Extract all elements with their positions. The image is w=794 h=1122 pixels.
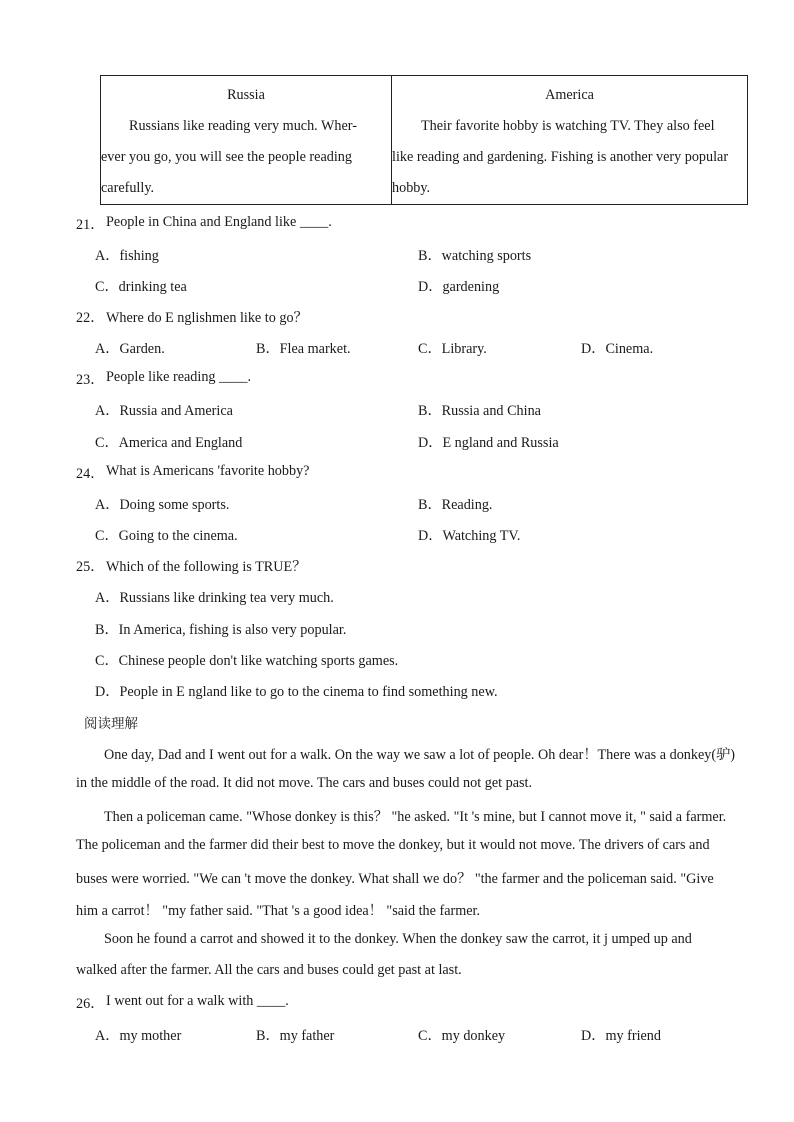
question-number: 21． [76,217,105,233]
option-d[interactable]: D．E ngland and Russia [418,435,559,451]
option-b[interactable]: B．my father [256,1028,335,1044]
option-b[interactable]: B．watching sports [418,248,532,264]
question-stem: People like reading ____. [106,369,251,385]
option-b[interactable]: B．In America, fishing is also very popular. [95,622,347,638]
option-a[interactable]: A．my mother [95,1028,182,1044]
russia-cell [101,76,392,205]
russia-line-1: Russians like reading very much. Wher- [129,118,357,134]
option-d[interactable]: D．Cinema. [581,341,654,357]
option-d[interactable]: D．People in E ngland like to go to the cinema to find something new. [95,684,498,700]
russia-line-2: ever you go, you will see the people reading [101,149,352,165]
passage-line: The policeman and the farmer did their best to move the donkey, but it would not move. The drivers of cars and [76,837,710,853]
america-title: America [545,87,594,103]
question-stem: Which of the following is TRUE？ [106,559,307,575]
option-a[interactable]: A．Garden. [95,341,165,357]
option-a[interactable]: A．Doing some sports. [95,497,230,513]
option-b[interactable]: B．Reading. [418,497,493,513]
option-c[interactable]: C．Library. [418,341,487,357]
question-number: 22． [76,310,105,326]
passage-line: Then a policeman came. "Whose donkey is this？ "he asked. "It 's mine, but I cannot move it, " said a farmer. [104,809,727,825]
passage-line: Soon he found a carrot and showed it to the donkey. When the donkey saw the carrot, it j umped up and [104,931,692,947]
question-number: 23． [76,372,105,388]
option-c[interactable]: C．Chinese people don't like watching sports games. [95,653,399,669]
question-stem: What is Americans 'favorite hobby? [106,463,310,479]
hobbies-table [100,75,748,205]
america-cell [392,76,748,205]
passage-line: him a carrot！ "my father said. "That 's a good idea！ "said the farmer. [76,903,481,919]
option-c[interactable]: C．Going to the cinema. [95,528,238,544]
option-d[interactable]: D．my friend [581,1028,661,1044]
option-b[interactable]: B．Flea market. [256,341,351,357]
option-c[interactable]: C．my donkey [418,1028,506,1044]
passage-line: in the middle of the road. It did not move. The cars and buses could not get past. [76,775,533,791]
option-b[interactable]: B．Russia and China [418,403,541,419]
question-number: 24． [76,466,105,482]
russia-title: Russia [227,87,265,103]
america-line-3: hobby. [392,180,431,196]
question-stem: Where do E nglishmen like to go？ [106,310,308,326]
option-a[interactable]: A．Russia and America [95,403,233,419]
option-a[interactable]: A．fishing [95,248,159,264]
option-a[interactable]: A．Russians like drinking tea very much. [95,590,334,606]
option-c[interactable]: C．drinking tea [95,279,187,295]
question-stem: People in China and England like ____. [106,214,332,230]
question-number: 26． [76,996,105,1012]
option-d[interactable]: D．gardening [418,279,500,295]
america-line-1: Their favorite hobby is watching TV. They also feel [421,118,715,134]
option-d[interactable]: D．Watching TV. [418,528,521,544]
option-c[interactable]: C．America and England [95,435,243,451]
question-stem: I went out for a walk with ____. [106,993,289,1009]
question-number: 25． [76,559,105,575]
russia-line-3: carefully. [101,180,155,196]
america-line-2: like reading and gardening. Fishing is another very popular [392,149,729,165]
passage-line: buses were worried. "We can 't move the donkey. What shall we do？ "the farmer and the policeman said. "Give [76,871,714,887]
section-title: 阅读理解 [84,716,138,732]
passage-line: walked after the farmer. All the cars and buses could get past at last. [76,962,462,978]
passage-line: One day, Dad and I went out for a walk. On the way we saw a lot of people. Oh dear！There was a donkey(驴) [104,747,735,763]
